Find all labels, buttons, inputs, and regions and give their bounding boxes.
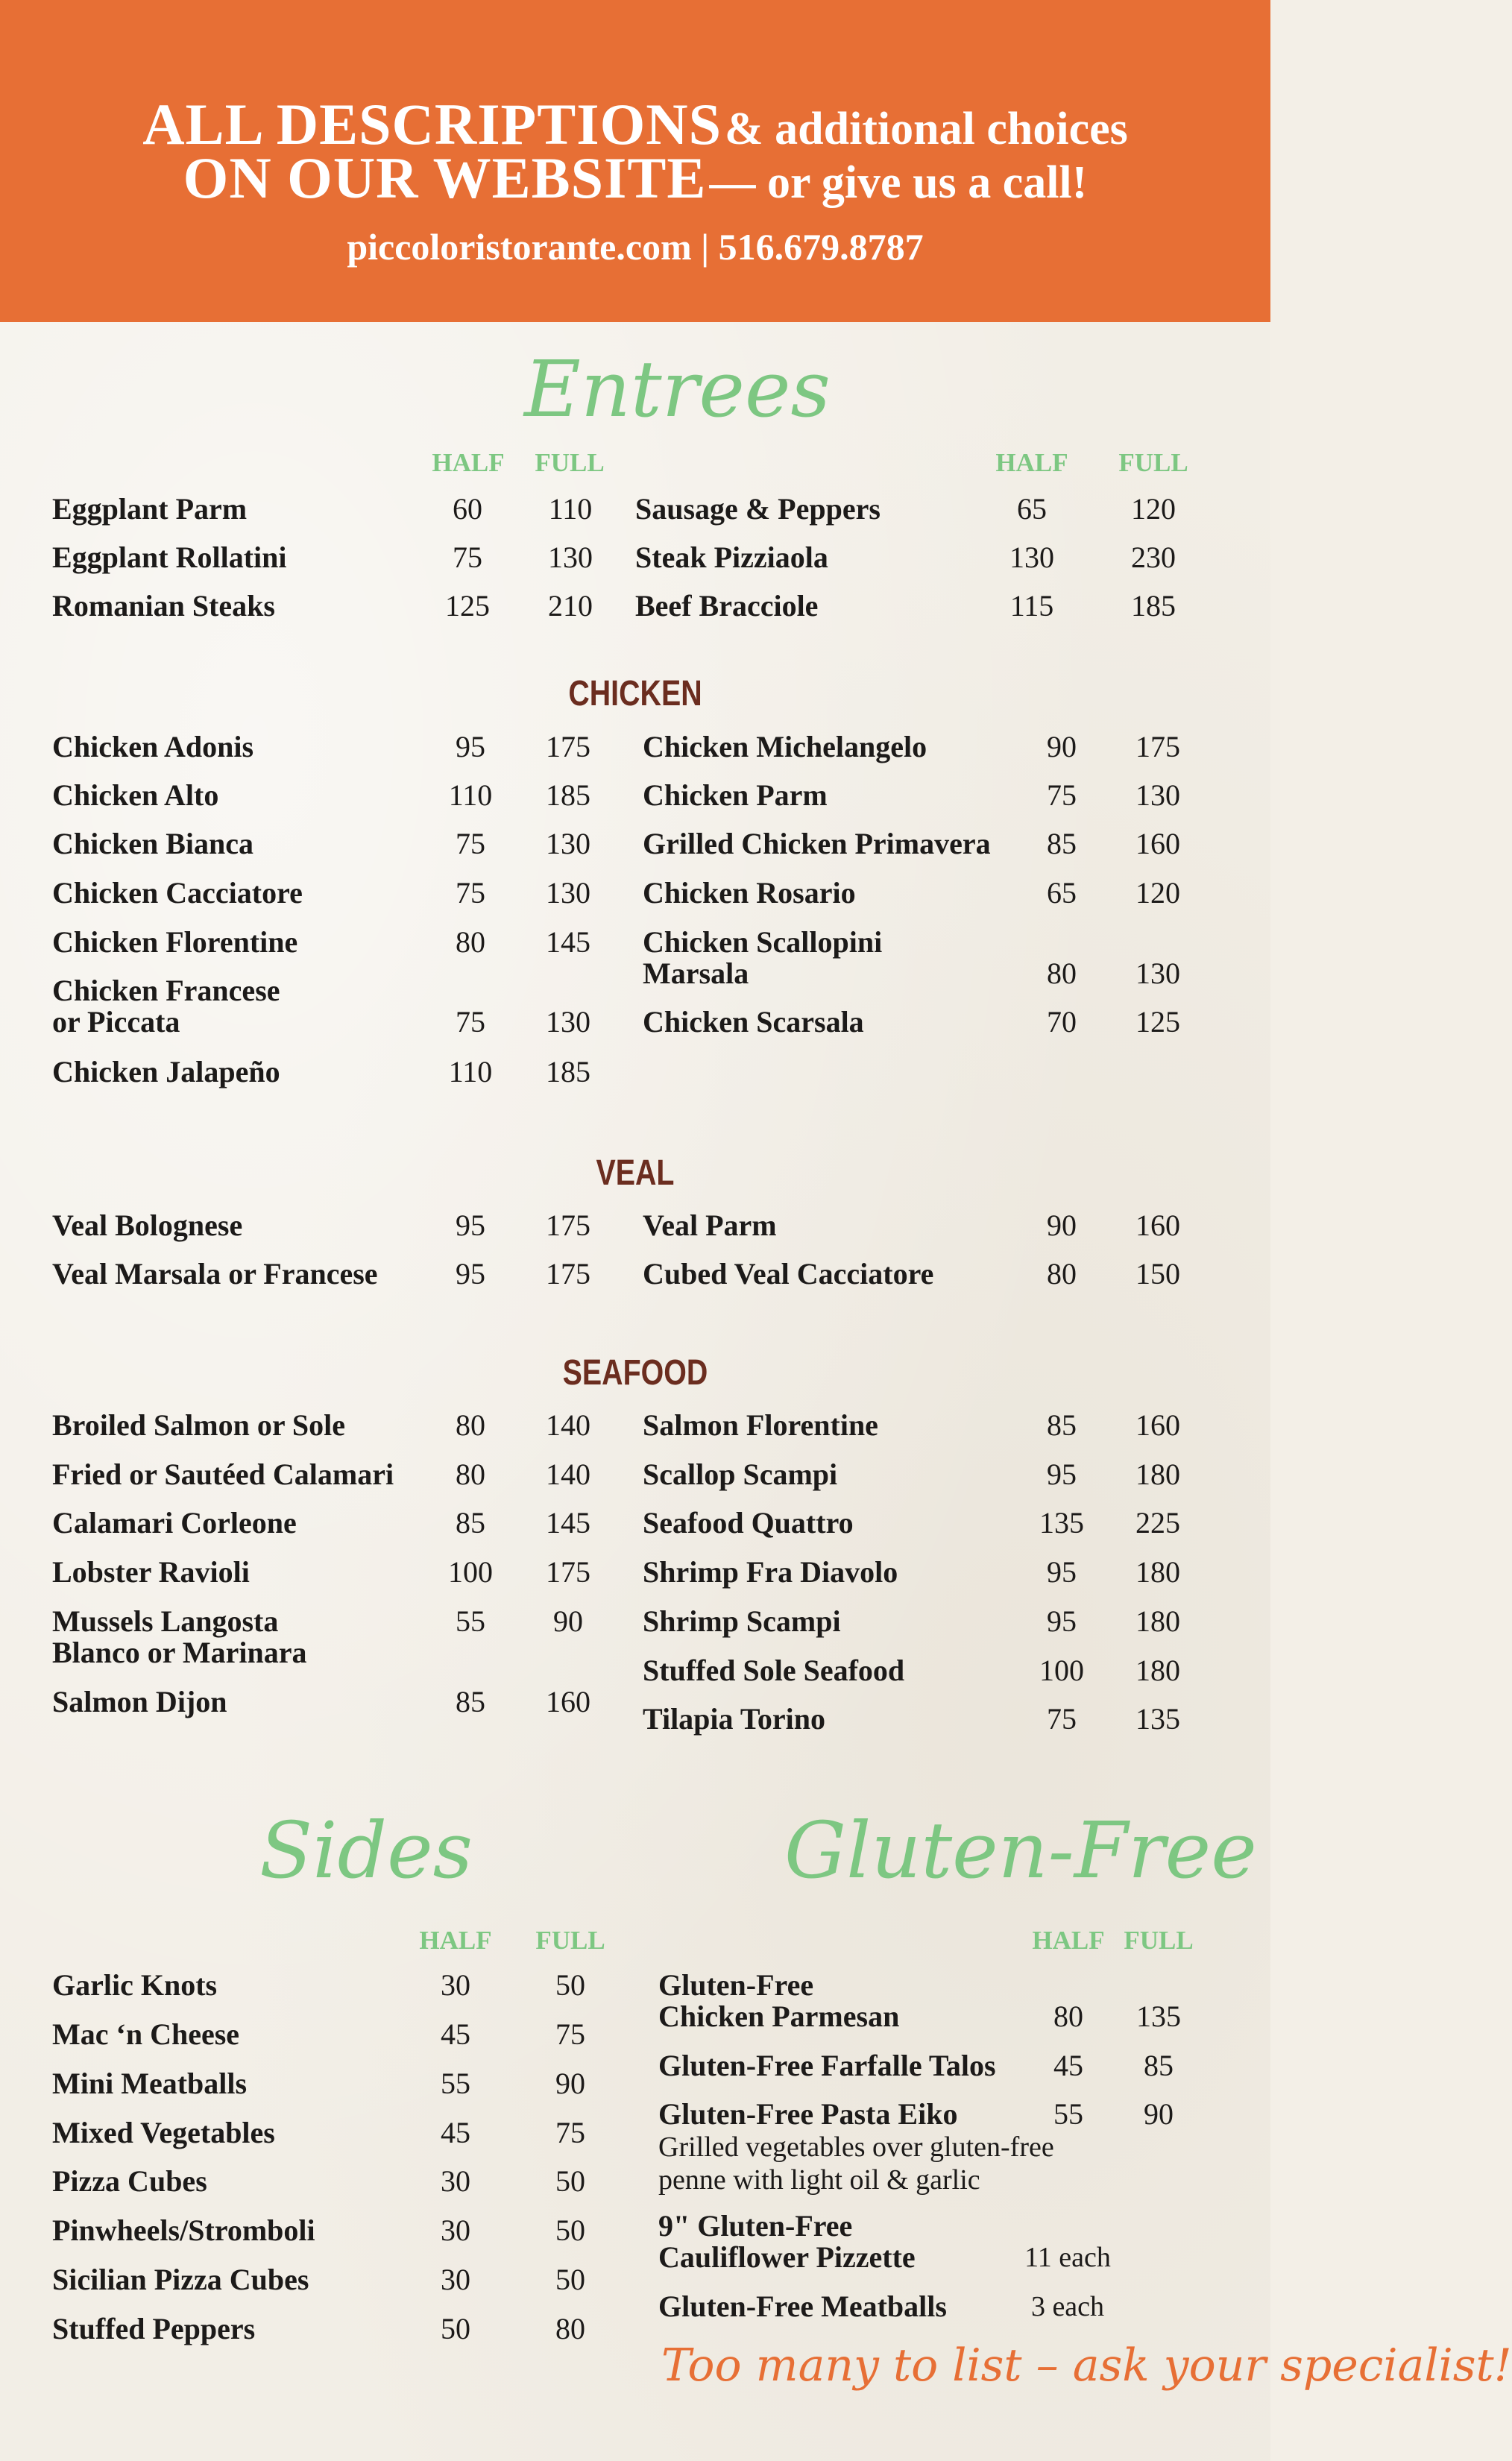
price-half: 85 <box>456 1685 485 1718</box>
price-half: 55 <box>441 2067 470 2100</box>
menu-item-name-line-2: Chicken Parmesan <box>658 2000 900 2033</box>
category-seafood: SEAFOOD <box>562 1353 708 1393</box>
menu-item-name: Veal Parm <box>643 1209 777 1242</box>
menu-item-name: Scallop Scampi <box>643 1458 838 1491</box>
price-full: 130 <box>546 1005 590 1039</box>
menu-item-name: Mixed Vegetables <box>52 2116 275 2149</box>
menu-item-name: Mac ‘n Cheese <box>52 2017 240 2051</box>
banner-sub-2: — or give us a call! <box>709 157 1088 208</box>
menu-item-name: Steak Pizziaola <box>635 541 828 574</box>
price-full: 85 <box>1144 2049 1174 2082</box>
sides-title: Sides <box>259 1805 473 1896</box>
price-full: 120 <box>1131 492 1176 526</box>
price-half: 75 <box>453 541 482 574</box>
menu-item-name: Salmon Dijon <box>52 1685 227 1718</box>
price-full: 140 <box>546 1458 590 1491</box>
price-full: 125 <box>1135 1005 1180 1039</box>
price-full: 210 <box>548 589 593 623</box>
menu-item-description: Grilled vegetables over gluten-free <box>658 2131 1054 2163</box>
price-half: 95 <box>456 1209 485 1242</box>
price-full: 160 <box>546 1685 590 1718</box>
gluten-free-half-header: HALF <box>1032 1926 1105 1955</box>
price-half: 80 <box>456 925 485 959</box>
price-half: 125 <box>445 589 490 623</box>
price-half: 90 <box>1047 1209 1077 1242</box>
price-full: 135 <box>1136 2000 1181 2033</box>
price-full: 50 <box>555 2164 585 2198</box>
price-half: 115 <box>1009 589 1054 623</box>
price-half: 75 <box>1047 778 1077 812</box>
price-full: 120 <box>1135 876 1180 910</box>
menu-item-name: Garlic Knots <box>52 1968 218 2002</box>
menu-item-name: Chicken Adonis <box>52 730 254 763</box>
menu-item-name: Chicken Alto <box>52 778 219 812</box>
menu-item-name: Chicken Scarsala <box>643 1005 864 1039</box>
menu-item-name: Salmon Florentine <box>643 1408 878 1442</box>
menu-item-name: Chicken Francese <box>52 974 280 1007</box>
menu-item-name: Chicken Cacciatore <box>52 876 303 910</box>
menu-item-name: 9" Gluten-Free <box>658 2209 853 2243</box>
price-half: 85 <box>456 1506 485 1540</box>
price-full: 110 <box>548 492 593 526</box>
price-full: 150 <box>1135 1257 1180 1291</box>
price-half: 100 <box>448 1555 493 1589</box>
menu-item-name: Veal Marsala or Francese <box>52 1257 378 1291</box>
price-full: 160 <box>1135 827 1180 860</box>
menu-item-name: Romanian Steaks <box>52 589 275 623</box>
menu-item-name: Lobster Ravioli <box>52 1555 250 1589</box>
price-half: 85 <box>1047 827 1077 860</box>
price-half: 30 <box>441 1968 470 2002</box>
menu-item-name: Veal Bolognese <box>52 1209 243 1242</box>
price-full: 175 <box>546 1555 590 1589</box>
price-full: 135 <box>1135 1702 1180 1736</box>
menu-item-name: Tilapia Torino <box>643 1702 825 1736</box>
banner-line-2 <box>0 145 1270 210</box>
price-full: 90 <box>553 1604 583 1638</box>
entrees-title: Entrees <box>524 344 831 435</box>
entrees-right-half-header: HALF <box>995 448 1068 477</box>
entrees-left-half-header: HALF <box>432 448 505 477</box>
menu-item-name: Pinwheels/Stromboli <box>52 2213 315 2247</box>
price-half: 80 <box>456 1458 485 1491</box>
price-full: 80 <box>555 2312 585 2345</box>
price-full: 75 <box>555 2116 585 2149</box>
price-full: 180 <box>1135 1555 1180 1589</box>
price-full: 50 <box>555 2213 585 2247</box>
menu-item-name: Mussels Langosta <box>52 1604 279 1638</box>
price-full: 130 <box>546 827 590 860</box>
price-half: 65 <box>1017 492 1047 526</box>
price-half: 75 <box>456 876 485 910</box>
ask-specialist-note: Too many to list – ask your specialist! <box>661 2339 1512 2392</box>
price-each: 3 each <box>1030 2291 1105 2322</box>
gluten-free-title: Gluten-Free <box>784 1805 1257 1896</box>
menu-item-name: Beef Bracciole <box>635 589 819 623</box>
price-half: 110 <box>448 778 493 812</box>
category-chicken: CHICKEN <box>568 674 702 713</box>
price-half: 70 <box>1047 1005 1077 1039</box>
price-half: 80 <box>456 1408 485 1442</box>
category-veal: VEAL <box>596 1153 675 1193</box>
menu-item-name: Shrimp Fra Diavolo <box>643 1555 898 1589</box>
menu-item-name: Eggplant Parm <box>52 492 248 526</box>
price-half: 85 <box>1047 1408 1077 1442</box>
menu-item-name: Shrimp Scampi <box>643 1604 841 1638</box>
price-half: 80 <box>1053 2000 1083 2033</box>
price-full: 180 <box>1135 1458 1180 1491</box>
menu-item-name: Chicken Michelangelo <box>643 730 927 763</box>
price-half: 95 <box>456 1257 485 1291</box>
menu-item-name-line-2: Marsala <box>643 957 749 990</box>
price-half: 75 <box>1047 1702 1077 1736</box>
price-half: 130 <box>1009 541 1054 574</box>
menu-item-name: Calamari Corleone <box>52 1506 297 1540</box>
menu-item-name: Grilled Chicken Primavera <box>643 827 991 860</box>
menu-item-name: Chicken Parm <box>643 778 828 812</box>
menu-item-name-line-2: Blanco or Marinara <box>52 1636 307 1669</box>
price-half: 95 <box>1047 1555 1077 1589</box>
price-half: 110 <box>448 1055 493 1088</box>
price-half: 45 <box>1053 2049 1083 2082</box>
price-full: 130 <box>546 876 590 910</box>
menu-item-name: Stuffed Peppers <box>52 2312 256 2345</box>
gluten-free-full-header: FULL <box>1124 1926 1194 1955</box>
menu-item-name: Broiled Salmon or Sole <box>52 1408 346 1442</box>
menu-item-name: Stuffed Sole Seafood <box>643 1654 905 1687</box>
price-half: 30 <box>441 2263 470 2296</box>
menu-item-name-line-2: Cauliflower Pizzette <box>658 2240 916 2274</box>
price-half: 75 <box>456 1005 485 1039</box>
menu-item-description-line-2: penne with light oil & garlic <box>658 2164 980 2196</box>
banner-headline-1: ALL DESCRIPTIONS <box>142 92 722 157</box>
price-full: 185 <box>1131 589 1176 623</box>
top-banner <box>0 0 1270 322</box>
price-full: 145 <box>546 925 590 959</box>
price-full: 185 <box>546 1055 590 1088</box>
menu-item-name: Chicken Bianca <box>52 827 254 860</box>
price-full: 50 <box>555 1968 585 2002</box>
menu-item-name: Gluten-Free <box>658 1968 814 2002</box>
banner-sub-1: & additional choices <box>724 104 1128 154</box>
price-full: 140 <box>546 1408 590 1442</box>
entrees-left-full-header: FULL <box>535 448 605 477</box>
price-half: 65 <box>1047 876 1077 910</box>
menu-item-name: Eggplant Rollatini <box>52 541 287 574</box>
price-half: 95 <box>1047 1458 1077 1491</box>
price-half: 80 <box>1047 1257 1077 1291</box>
price-half: 45 <box>441 2017 470 2051</box>
menu-item-name: Chicken Florentine <box>52 925 298 959</box>
menu-item-name: Gluten-Free Pasta Eiko <box>658 2097 958 2131</box>
price-half: 75 <box>456 827 485 860</box>
price-full: 90 <box>1144 2097 1174 2131</box>
price-half: 30 <box>441 2164 470 2198</box>
price-full: 225 <box>1135 1506 1180 1540</box>
price-full: 175 <box>546 1257 590 1291</box>
price-full: 175 <box>1135 730 1180 763</box>
menu-item-name: Seafood Quattro <box>643 1506 854 1540</box>
price-half: 55 <box>1053 2097 1083 2131</box>
menu-item-name: Gluten-Free Farfalle Talos <box>658 2049 996 2082</box>
price-half: 45 <box>441 2116 470 2149</box>
price-each: 11 each <box>1024 2242 1111 2273</box>
price-full: 175 <box>546 730 590 763</box>
menu-item-name: Mini Meatballs <box>52 2067 248 2100</box>
price-full: 145 <box>546 1506 590 1540</box>
price-half: 135 <box>1039 1506 1084 1540</box>
menu-item-name: Chicken Jalapeño <box>52 1055 280 1088</box>
entrees-right-full-header: FULL <box>1118 448 1188 477</box>
price-full: 180 <box>1135 1604 1180 1638</box>
price-half: 60 <box>453 492 482 526</box>
price-half: 55 <box>456 1604 485 1638</box>
price-full: 130 <box>1135 778 1180 812</box>
menu-item-name: Pizza Cubes <box>52 2164 207 2198</box>
menu-item-name: Gluten-Free Meatballs <box>658 2290 947 2323</box>
price-full: 75 <box>555 2017 585 2051</box>
banner-contact[interactable]: piccoloristorante.com | 516.679.8787 <box>347 226 924 268</box>
sides-full-header: FULL <box>535 1926 605 1955</box>
menu-item-name: Sausage & Peppers <box>635 492 881 526</box>
price-half: 100 <box>1039 1654 1084 1687</box>
price-full: 180 <box>1135 1654 1180 1687</box>
price-full: 160 <box>1135 1408 1180 1442</box>
menu-item-name: Chicken Scallopini <box>643 925 883 959</box>
price-half: 50 <box>441 2312 470 2345</box>
sides-half-header: HALF <box>419 1926 492 1955</box>
menu-item-name: Cubed Veal Cacciatore <box>643 1257 934 1291</box>
price-full: 175 <box>546 1209 590 1242</box>
price-full: 50 <box>555 2263 585 2296</box>
price-full: 130 <box>1135 957 1180 990</box>
menu-item-name: Sicilian Pizza Cubes <box>52 2263 309 2296</box>
menu-item-name: Chicken Rosario <box>643 876 856 910</box>
price-full: 160 <box>1135 1209 1180 1242</box>
price-full: 230 <box>1131 541 1176 574</box>
menu-item-name-line-2: or Piccata <box>52 1005 180 1039</box>
price-half: 30 <box>441 2213 470 2247</box>
price-full: 185 <box>546 778 590 812</box>
banner-headline-2: ON OUR WEBSITE <box>183 145 707 210</box>
price-full: 90 <box>555 2067 585 2100</box>
price-half: 90 <box>1047 730 1077 763</box>
price-half: 80 <box>1047 957 1077 990</box>
price-half: 95 <box>456 730 485 763</box>
menu-item-name: Fried or Sautéed Calamari <box>52 1458 394 1491</box>
price-half: 95 <box>1047 1604 1077 1638</box>
price-full: 130 <box>548 541 593 574</box>
